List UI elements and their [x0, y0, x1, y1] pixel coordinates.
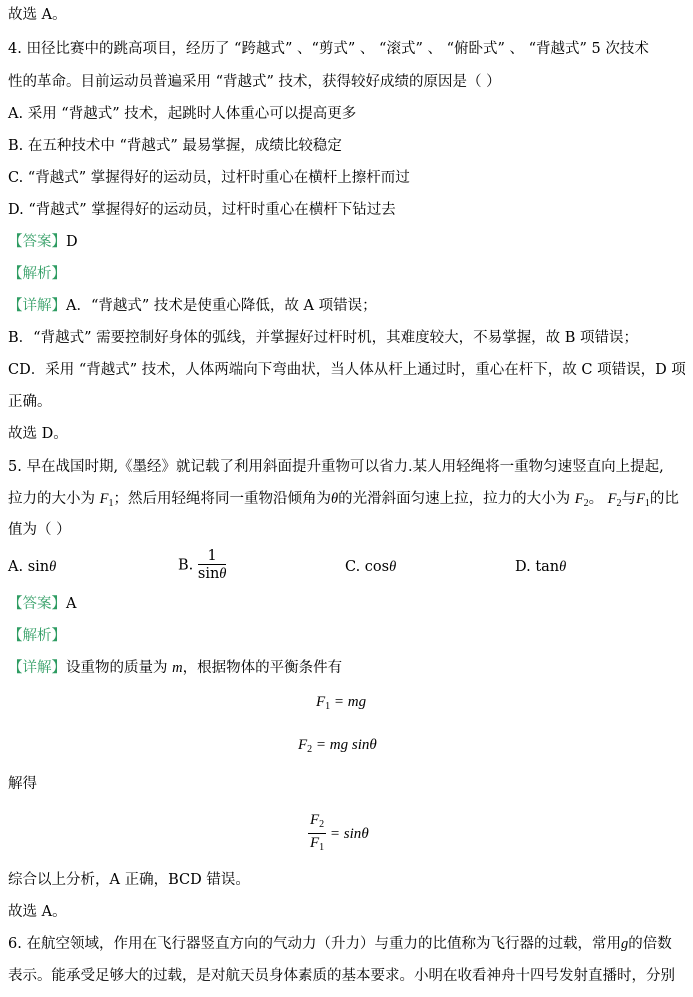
f1-symbol	[636, 491, 650, 507]
text: 。	[588, 491, 604, 507]
text: ；然后用轻绳将同一重物沿倾角为	[113, 491, 331, 507]
answer-tag: 【答案】	[8, 596, 66, 612]
q4-option-c: C. “背越式” 掌握得好的运动员，过杆时重心在横杆上擦杆而过	[8, 170, 410, 186]
subscript: 2	[616, 498, 622, 509]
option-label: A.	[8, 559, 24, 575]
f2-symbol	[575, 491, 589, 507]
q4-option-b: B. 在五种技术中 “背越式” 最易掌握，成绩比较稳定	[8, 138, 342, 154]
q4-conclusion: 故选 D。	[8, 426, 68, 442]
equation-3	[308, 812, 369, 857]
g-symbol: g	[620, 936, 629, 952]
q5-detail	[8, 659, 342, 677]
option-label: B.	[178, 557, 194, 574]
option-label: C.	[345, 559, 361, 575]
theta-symbol: θ	[369, 737, 377, 753]
q5-summary: 综合以上分析，A 正确，BCD 错误。	[8, 872, 250, 888]
q4-stem-line2: 性的革命。目前运动员普遍采用 “背越式” 技术，获得较好成绩的原因是（ ）	[8, 74, 501, 90]
theta-symbol: θ	[49, 559, 57, 575]
text: 与	[621, 491, 637, 507]
prev-conclusion: 故选 A。	[8, 7, 67, 23]
option-text: tan	[535, 559, 560, 575]
q5-option-b	[178, 548, 226, 583]
q4-stem-line1: 4. 田径比赛中的跳高项目，经历了 “跨越式” 、“剪式” 、 “滚式” 、 “俯卧式” 、 “背越式” 5 次技术	[8, 41, 649, 57]
q5-answer	[8, 595, 76, 613]
text: 6. 在航空领域，作用在飞行器竖直方向的气动力（升力）与重力的比值称为飞行器的过载，常用	[8, 936, 621, 952]
text: 的比	[649, 491, 679, 507]
theta-symbol: θ	[361, 825, 369, 842]
mass-symbol: m	[172, 660, 183, 676]
f2-symbol	[608, 491, 622, 507]
answer-value: A	[66, 596, 77, 612]
fraction	[198, 548, 227, 583]
q5-option-d	[515, 558, 566, 576]
symbol: F	[310, 812, 320, 828]
q5-stem-line2	[8, 490, 679, 513]
q4-option-d: D. “背越式” 掌握得好的运动员，过杆时重心在横杆下钻过去	[8, 202, 396, 218]
q4-detail-line1	[8, 297, 377, 315]
fraction	[308, 812, 326, 857]
q4-analysis-tag: 【解析】	[8, 266, 66, 282]
symbol: F	[99, 491, 109, 507]
subscript: 2	[583, 498, 589, 509]
equation-2	[298, 737, 377, 755]
symbol: F	[607, 491, 617, 507]
q4-detail-line4: 正确。	[8, 394, 52, 410]
rhs: = sin	[329, 825, 362, 842]
theta-symbol: θ	[559, 559, 567, 575]
subscript: 1	[644, 498, 650, 509]
q5-stem-line3: 值为（ ）	[8, 522, 71, 538]
subscript: 2	[319, 819, 325, 830]
answer-tag: 【答案】	[8, 234, 66, 250]
symbol: F	[574, 491, 584, 507]
f1-symbol	[100, 491, 114, 507]
theta-symbol: θ	[330, 491, 339, 507]
subscript: 1	[108, 498, 114, 509]
text: ，根据物体的平衡条件有	[182, 660, 343, 676]
theta-symbol: θ	[219, 566, 227, 582]
q5-conclusion: 故选 A。	[8, 904, 67, 920]
subscript: 1	[319, 842, 325, 853]
q5-analysis-tag: 【解析】	[8, 628, 66, 644]
q4-option-a: A. 采用 “背越式” 技术，起跳时人体重心可以提高更多	[8, 106, 357, 122]
denominator	[198, 565, 227, 583]
rhs: = mg	[333, 694, 367, 710]
symbol: F	[310, 835, 320, 851]
text: 设重物的质量为	[66, 660, 173, 676]
theta-symbol: θ	[389, 559, 397, 575]
symbol: F	[316, 694, 326, 710]
text: sin	[197, 566, 220, 582]
symbol: F	[636, 491, 645, 507]
q4-detail-line2: B．“背越式” 需要控制好身体的弧线，并掌握好过杆时机，其难度较大，不易掌握，故 B 项错误；	[8, 330, 638, 346]
detail-tag: 【详解】	[8, 298, 66, 314]
text: 拉力的大小为	[8, 491, 100, 507]
rhs: = mg sin	[315, 737, 370, 753]
detail-text: A．“背越式” 技术是使重心降低，故 A 项错误；	[66, 298, 377, 314]
option-text: cos	[364, 559, 390, 575]
numerator: 1	[198, 548, 227, 565]
option-text: sin	[27, 559, 50, 575]
text: 的倍数	[628, 936, 672, 952]
denominator	[308, 834, 326, 857]
answer-value: D	[66, 234, 78, 250]
equation-1	[316, 694, 366, 712]
q5-stem-line1: 5. 早在战国时期,《墨经》就记载了利用斜面提升重物可以省力.某人用轻绳将一重物匀速竖直向上提起,	[8, 459, 664, 475]
q6-stem-line2: 表示。能承受足够大的过载，是对航天员身体素质的基本要求。小明在收看神舟十四号发射直播时，分别	[8, 968, 675, 984]
subscript: 2	[307, 744, 313, 755]
q4-answer	[8, 233, 78, 251]
q5-option-c	[345, 558, 396, 576]
q6-stem-line1	[8, 935, 672, 953]
solve-label: 解得	[8, 776, 37, 792]
q4-detail-line3: CD．采用 “背越式” 技术，人体两端向下弯曲状，当人体从杆上通过时，重心在杆下，故 C 项错误，D 项	[8, 362, 686, 378]
subscript: 1	[325, 701, 331, 712]
detail-tag: 【详解】	[8, 660, 66, 676]
option-label: D.	[515, 559, 531, 575]
text: 的光滑斜面匀速上拉，拉力的大小为	[338, 491, 575, 507]
q5-option-a	[8, 558, 56, 576]
symbol: F	[298, 737, 308, 753]
numerator	[308, 812, 326, 834]
